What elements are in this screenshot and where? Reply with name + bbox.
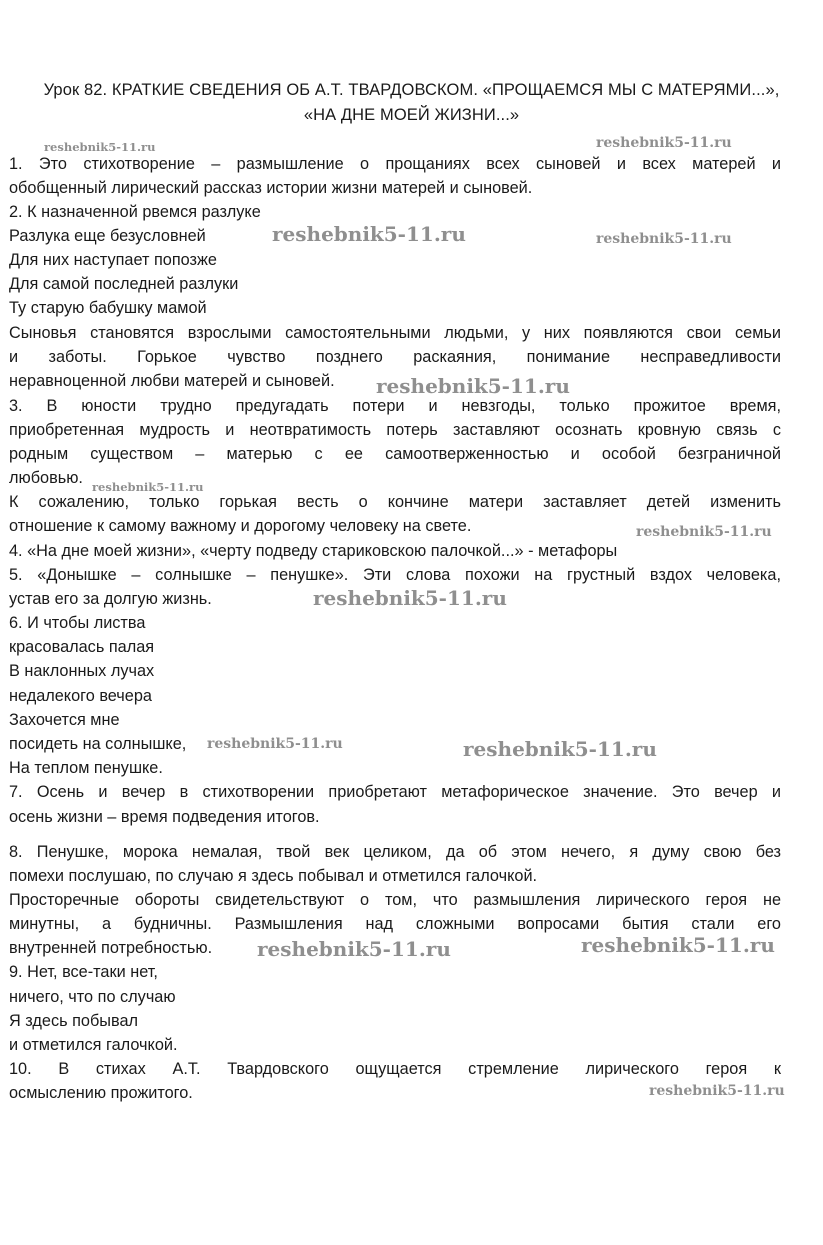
text-line: 5. «Донышке – солнышке – пенушке». Эти слова похожи на грустный вздох человека, (9, 566, 781, 584)
text-line: недалекого вечера (9, 687, 152, 705)
text-line: Для самой последней разлуки (9, 275, 239, 293)
watermark: reshebnik5-11.ru (596, 231, 732, 247)
watermark: reshebnik5-11.ru (313, 586, 507, 610)
watermark: reshebnik5-11.ru (636, 524, 772, 540)
watermark: reshebnik5-11.ru (649, 1083, 785, 1099)
text-line: На теплом пенушке. (9, 759, 163, 777)
text-line: 7. Осень и вечер в стихотворении приобретают метафорическое значение. Это вечер и (9, 783, 781, 801)
watermark: reshebnik5-11.ru (207, 736, 343, 752)
text-line: 10. В стихах А.Т. Твардовского ощущается стремление лирического героя к (9, 1060, 781, 1078)
text-line: В наклонных лучах (9, 662, 155, 680)
watermark: reshebnik5-11.ru (581, 933, 775, 957)
watermark: reshebnik5-11.ru (272, 222, 466, 246)
text-line: Для них наступает попозже (9, 251, 217, 269)
text-line: Просторечные обороты свидетельствуют о том, что размышления лирического героя не (9, 891, 781, 909)
text-line: посидеть на солнышке, (9, 735, 187, 753)
text-line: любовью. (9, 469, 83, 487)
text-line: ничего, что по случаю (9, 988, 176, 1006)
text-line: осень жизни – время подведения итогов. (9, 808, 320, 826)
text-line: Сыновья становятся взрослыми самостоятельными людьми, у них появляются свои семьи (9, 324, 781, 342)
text-line: обобщенный лирический рассказ истории жизни матерей и сыновей. (9, 179, 533, 197)
text-line: 1. Это стихотворение – размышление о прощаниях всех сыновей и всех матерей и (9, 155, 781, 173)
watermark: reshebnik5-11.ru (92, 480, 204, 494)
text-line: К сожалению, только горькая весть о кончине матери заставляет детей изменить (9, 493, 781, 511)
watermark: reshebnik5-11.ru (44, 140, 156, 154)
watermark: reshebnik5-11.ru (596, 135, 732, 151)
text-line: 2. К назначенной рвемся разлуке (9, 203, 261, 221)
text-line: минутны, а будничны. Размышления над сложными вопросами бытия стали его (9, 915, 781, 933)
text-line: неравноценной любви матерей и сыновей. (9, 372, 335, 390)
text-line: и отметился галочкой. (9, 1036, 178, 1054)
text-line: 3. В юности трудно предугадать потери и невзгоды, только прожитое время, (9, 397, 781, 415)
text-line: отношение к самому важному и дорогому человеку на свете. (9, 517, 472, 535)
text-line: и заботы. Горькое чувство позднего раскаяния, понимание несправедливости (9, 348, 781, 366)
text-line: устав его за долгую жизнь. (9, 590, 212, 608)
text-line: приобретенная мудрость и неотвратимость потерь заставляют осознать кровную связь с (9, 421, 781, 439)
text-line: 4. «На дне моей жизни», «черту подведу стариковскою палочкой...» - метафоры (9, 542, 618, 560)
watermark: reshebnik5-11.ru (463, 737, 657, 761)
lesson-title: Урок 82. КРАТКИЕ СВЕДЕНИЯ ОБ А.Т. ТВАРДОВСКОМ. «ПРОЩАЕМСЯ МЫ С МАТЕРЯМИ...», (43, 81, 780, 99)
watermark: reshebnik5-11.ru (376, 374, 570, 398)
lesson-subtitle: «НА ДНЕ МОЕЙ ЖИЗНИ...» (303, 106, 520, 124)
watermark: reshebnik5-11.ru (257, 937, 451, 961)
text-line: Я здесь побывал (9, 1012, 139, 1030)
text-line: Разлука еще безусловней (9, 227, 206, 245)
text-line: внутренней потребностью. (9, 939, 213, 957)
text-line: Захочется мне (9, 711, 120, 729)
text-line: осмыслению прожитого. (9, 1084, 193, 1102)
text-line: родным существом – матерью с ее самоотверженностью и особой безграничной (9, 445, 781, 463)
text-line: помехи послушаю, по случаю я здесь побывал и отметился галочкой. (9, 867, 538, 885)
text-line: 8. Пенушке, морока немалая, твой век целиком, да об этом нечего, я думу свою без (9, 843, 781, 861)
text-line: красовалась палая (9, 638, 155, 656)
text-line: 6. И чтобы листва (9, 614, 146, 632)
text-line: Ту старую бабушку мамой (9, 299, 207, 317)
text-line: 9. Нет, все-таки нет, (9, 963, 158, 981)
